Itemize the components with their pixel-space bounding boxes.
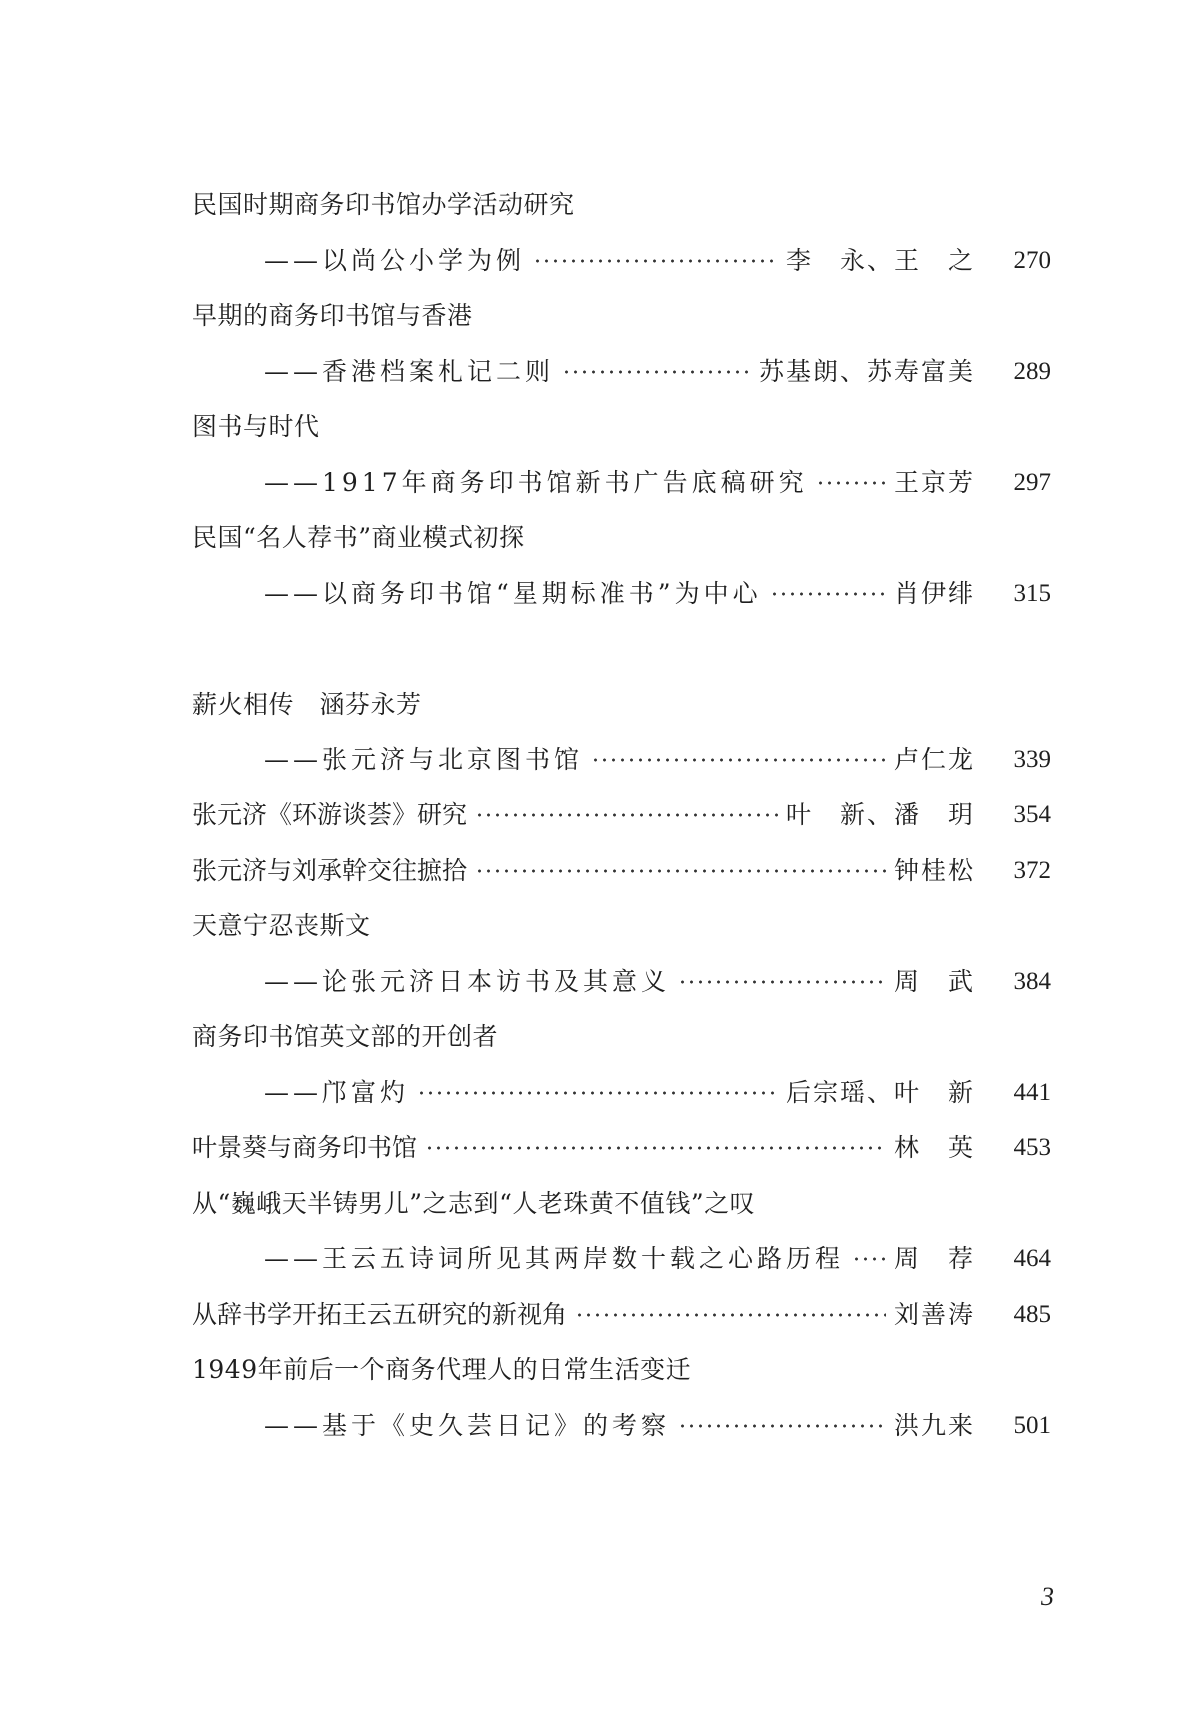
entry-author: 后宗瑶、叶 新 [785, 1078, 975, 1107]
entry-author: 周 武 [893, 967, 975, 996]
entry-page-number: 270 [1013, 247, 1051, 274]
toc-entry-subtitle [264, 243, 1051, 279]
page-folio-number: 3 [1041, 1582, 1054, 1611]
toc-entry-title [192, 298, 1051, 334]
entry-author: 卢仁龙 [893, 745, 975, 774]
toc-entry-title [192, 1186, 1051, 1222]
toc-entry [192, 1130, 1051, 1166]
entry-subtitle: ——香港档案札记二则 [264, 357, 555, 386]
entry-page-number: 441 [1013, 1079, 1051, 1106]
entry-author: 洪九来 [893, 1411, 975, 1440]
entry-title: 1949年前后一个商务代理人的日常生活变迁 [192, 1355, 692, 1384]
dot-leader [533, 243, 778, 279]
entry-subtitle: ——张元济与北京图书馆 [264, 745, 584, 774]
toc-entry [192, 1297, 1051, 1333]
entry-title: 张元济与刘承幹交往摭拾 [192, 856, 468, 885]
entry-title: 张元济《环游谈荟》研究 [192, 800, 468, 829]
entry-subtitle: ——基于《史久芸日记》的考察 [264, 1411, 671, 1440]
dot-leader [475, 797, 778, 833]
entry-page-number: 315 [1013, 580, 1051, 607]
dot-leader [591, 742, 886, 778]
entry-title: 天意宁忍丧斯文 [192, 911, 371, 940]
entry-author: 肖伊绯 [893, 579, 975, 608]
toc-entry-title [192, 1352, 1051, 1388]
entry-page-number: 501 [1013, 1412, 1051, 1439]
entry-title: 民国“名人荐书”商业模式初探 [192, 523, 525, 552]
dot-leader [678, 964, 886, 1000]
dot-leader [575, 1297, 886, 1333]
toc-entry-title [192, 409, 1051, 445]
entry-subtitle: ——论张元济日本访书及其意义 [264, 967, 671, 996]
entry-page-number: 289 [1013, 358, 1051, 385]
entry-subtitle: ——邝富灼 [264, 1078, 410, 1107]
entry-author: 周 荐 [893, 1244, 975, 1273]
entry-subtitle: ——以尚公小学为例 [264, 246, 526, 275]
dot-leader [852, 1241, 886, 1277]
entry-title: 从辞书学开拓王云五研究的新视角 [192, 1300, 568, 1329]
entry-page-number: 297 [1013, 469, 1051, 496]
entry-page-number: 485 [1013, 1301, 1051, 1328]
toc-entry-title [192, 520, 1051, 556]
dot-leader [562, 354, 751, 390]
entry-subtitle: ——以商务印书馆“星期标准书”为中心 [264, 579, 762, 608]
toc-entry-title [192, 187, 1051, 223]
entry-author: 叶 新、潘 玥 [785, 800, 975, 829]
entry-title: 商务印书馆英文部的开创者 [192, 1022, 499, 1051]
entry-page-number: 372 [1013, 857, 1051, 884]
entry-author: 王京芳 [893, 468, 975, 497]
toc-entry-subtitle [264, 354, 1051, 390]
toc-entry-subtitle [264, 1075, 1051, 1111]
dot-leader [816, 465, 886, 501]
entry-title: 民国时期商务印书馆办学活动研究 [192, 190, 575, 219]
toc-entry-title [192, 1019, 1051, 1055]
entry-title: 图书与时代 [192, 412, 320, 441]
entry-page-number: 354 [1013, 801, 1051, 828]
dot-leader [425, 1130, 886, 1166]
toc-entry-subtitle [264, 576, 1051, 612]
entry-title: 叶景葵与商务印书馆 [192, 1133, 418, 1162]
dot-leader [475, 853, 886, 889]
dot-leader [770, 576, 886, 612]
entry-title: 从“巍峨天半铸男儿”之志到“人老珠黄不值钱”之叹 [192, 1189, 756, 1218]
entry-page-number: 464 [1013, 1245, 1051, 1272]
dot-leader [678, 1408, 886, 1444]
entry-page-number: 453 [1013, 1134, 1051, 1161]
entry-author: 钟桂松 [893, 856, 975, 885]
toc-entry-title [192, 687, 1051, 723]
entry-title: 薪火相传 涵芬永芳 [192, 690, 422, 719]
toc-entry-subtitle [264, 1408, 1051, 1444]
entry-title: 早期的商务印书馆与香港 [192, 301, 473, 330]
entry-author: 苏基朗、苏寿富美 [758, 357, 975, 386]
toc-entry [192, 797, 1051, 833]
entry-subtitle: ——1917年商务印书馆新书广告底稿研究 [264, 468, 808, 497]
entry-author: 刘善涛 [893, 1300, 975, 1329]
entry-subtitle: ——王云五诗词所见其两岸数十载之心路历程 [264, 1244, 845, 1273]
toc-entry-title [192, 908, 1051, 944]
entry-page-number: 339 [1013, 746, 1051, 773]
toc-entry-subtitle [264, 964, 1051, 1000]
toc-entry-subtitle [264, 742, 1051, 778]
toc-entry [192, 853, 1051, 889]
toc-entry-subtitle [264, 1241, 1051, 1277]
entry-author: 李 永、王 之 [785, 246, 975, 275]
dot-leader [417, 1075, 778, 1111]
entry-author: 林 英 [893, 1133, 975, 1162]
entry-page-number: 384 [1013, 968, 1051, 995]
toc-entry-subtitle [264, 465, 1051, 501]
